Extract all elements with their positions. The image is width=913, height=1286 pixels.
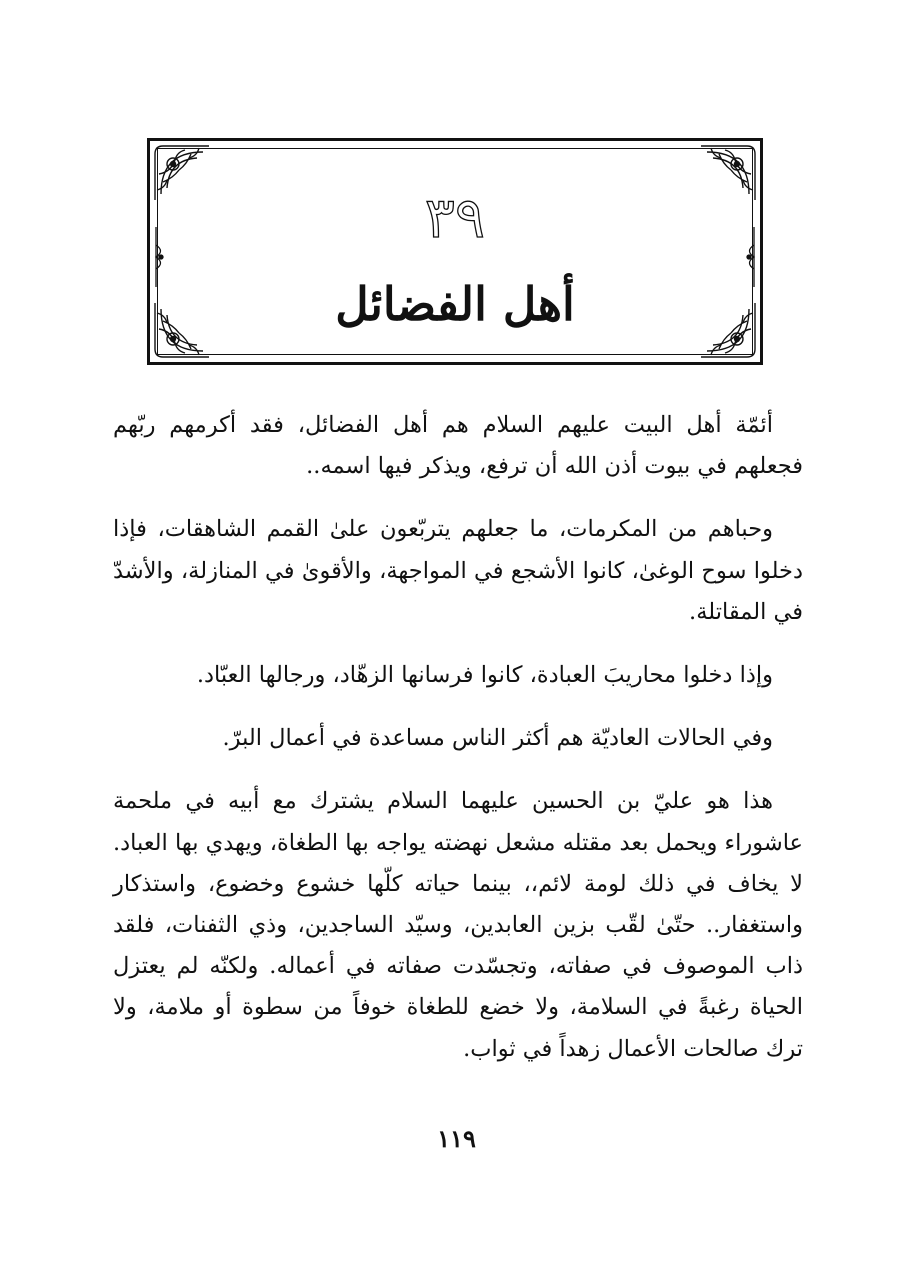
page-number: ١١٩ [437,1124,476,1153]
chapter-title: أهل الفضائل [335,277,575,331]
paragraph: وحباهم من المكرمات، ما جعلهم يتربّعون علىٰ القمم الشاهقات، فإذا دخلوا سوح الوغىٰ، كانوا الأشجع في المواجهة، والأقوىٰ في المنازلة، والأشدّ في المقاتلة. [113,516,803,625]
paragraph: أئمّة أهل البيت عليهم السلام هم أهل الفضائل، فقد أكرمهم ربّهم فجعلهم في بيوت أذن الله أن ترفع، ويذكر فيها اسمه.. [113,412,803,480]
paragraph: وفي الحالات العاديّة هم أكثر الناس مساعدة في أعمال البرّ. [222,725,773,752]
chapter-number: ٣٩ [424,186,486,251]
paragraph: هذا هو عليّ بن الحسين عليهما السلام يشترك مع أبيه في ملحمة عاشوراء ويحمل بعد مقتله مشعل نهضته يواجه بها الطغاة، ويهدي بها العباد. لا يخاف في ذلك لومة لائم،، بينما حياته كلّها خشوع وخضوع، واستذكار واستغفار.. حتّىٰ لقّب بزين العابدين، وسيّد الساجدين، وذي الثفنات، فلقد ذاب الموصوف في صفاته، وتجسّدت صفاته في أعماله. ولكنّه لم يعتزل الحياة رغبةً في السلامة، ولا خضع للطغاة خوفاً من سطوة أو ملامة، ولا ترك صالحات الأعمال زهداً في ثواب. [113,788,803,1062]
chapter-header-frame [147,138,763,365]
chapter-body [113,405,803,1092]
paragraph: وإذا دخلوا محاريبَ العبادة، كانوا فرسانها الزهّاد، ورجالها العبّاد. [196,662,773,689]
